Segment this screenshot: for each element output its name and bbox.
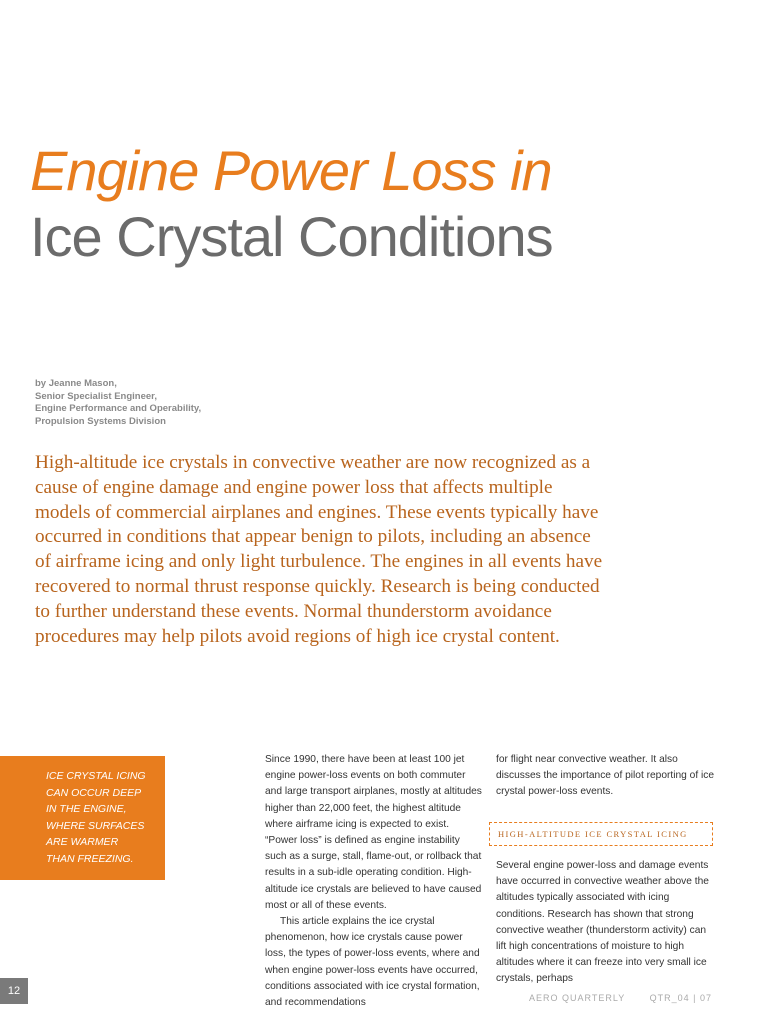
- pull-quote-box: [0, 756, 165, 880]
- pull-quote-line: CAN OCCUR DEEP: [46, 786, 142, 799]
- page-number: 12: [0, 978, 28, 1004]
- lead-paragraph: High-altitude ice crystals in convective weather are now recognized as a cause of engine damage and engine power loss that affects multiple models of commercial airplanes and engines. These events typically have occurred in conditions that appear benign to pilots, including an absence of airframe icing and only light turbulence. The engines in all events have recovered to normal thrust response quickly. Research is being conducted to further understand these events. Normal thunderstorm avoidance procedures may help pilots avoid regions of high ice crystal content.: [35, 452, 603, 647]
- body-column-2-continued: [496, 858, 714, 988]
- title-line-1: Engine Power Loss in: [30, 139, 552, 202]
- title-line-2: Ice Crystal Conditions: [30, 205, 553, 268]
- pull-quote-line: ICE CRYSTAL ICING: [46, 770, 146, 782]
- publication-name: AERO QUARTERLY: [529, 993, 626, 1003]
- pull-quote-line: IN THE ENGINE,: [46, 803, 127, 815]
- body-paragraph: Since 1990, there have been at least 100 jet engine power-loss events on both commuter and large transport airplanes, mostly at altitudes higher than 22,000 feet, the highest altitude where airframe icing is expected to exist. “Power loss” is defined as engine instability such as a surge, stall, flame-out, or rollback that results in a sub-idle operating condition. High-altitude ice crystals are believed to have caused most or all of these events.: [265, 754, 482, 911]
- pull-quote-text: [46, 768, 165, 867]
- pull-quote-line: WHERE SURFACES: [46, 819, 145, 832]
- byline-role: Senior Specialist Engineer,: [35, 390, 157, 402]
- byline-division: Propulsion Systems Division: [35, 416, 166, 428]
- body-paragraph: for flight near convective weather. It also discusses the importance of pilot reporting of ice crystal power-loss events.: [496, 754, 715, 798]
- body-paragraph: This article explains the ice crystal phenomenon, how ice crystals cause power loss, the types of power-loss events, where and when engine power-loss events have occurred, conditions associated with ice crystal formation, and recommendations: [265, 916, 480, 1009]
- body-paragraph: Several engine power-loss and damage events have occurred in convective weather above the altitudes typically associated with icing conditions. Research has shown that strong convective weather (thunderstorm activity) can lift high concentrations of moisture to high altitudes where it can freeze into very small ice crystals, perhaps: [496, 860, 709, 985]
- subhead-text: HIGH-ALTITUDE ICE CRYSTAL ICING: [498, 829, 688, 839]
- body-column-2: [496, 752, 714, 801]
- pull-quote-line: ARE WARMER: [46, 836, 119, 848]
- section-subhead: [489, 822, 713, 846]
- footer-spacer: [629, 993, 647, 1003]
- body-column-1: [265, 752, 483, 1011]
- byline-author: by Jeanne Mason,: [35, 378, 117, 389]
- issue-label: QTR_04 | 07: [649, 993, 712, 1003]
- byline-group: Engine Performance and Operability,: [35, 403, 202, 415]
- author-byline: [35, 378, 201, 429]
- pull-quote-line: THAN FREEZING.: [46, 852, 134, 865]
- running-footer: [529, 993, 712, 1003]
